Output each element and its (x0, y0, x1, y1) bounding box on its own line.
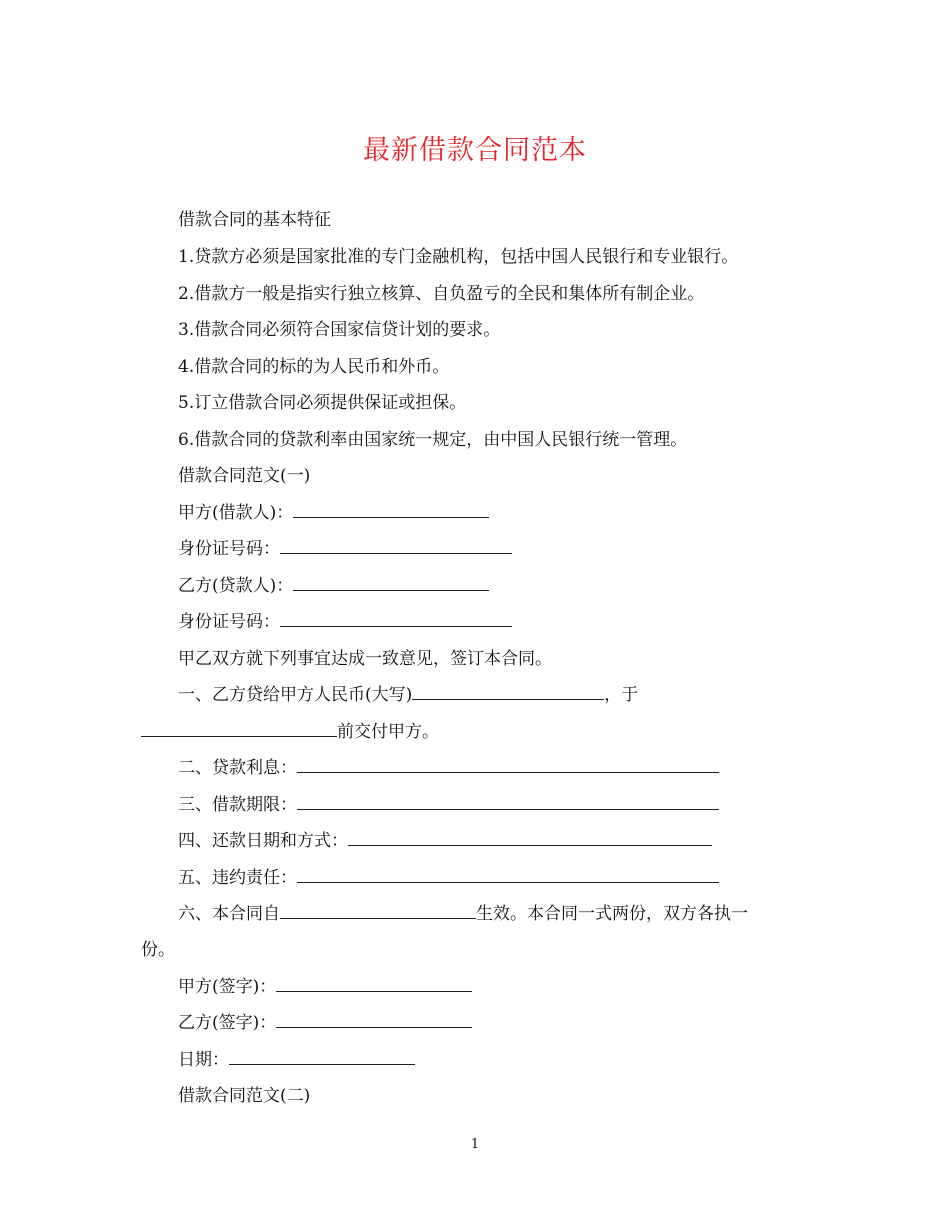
sign-a-blank[interactable] (276, 976, 472, 992)
clause4-label: 四、还款日期和方式： (178, 831, 348, 851)
clause3-row (178, 793, 719, 817)
feature-item-6: 6.借款合同的贷款利率由国家统一规定，由中国人民银行统一管理。 (178, 430, 688, 450)
section-heading: 借款合同的基本特征 (178, 210, 331, 230)
clause1-suffix: ，于 (604, 685, 639, 705)
clause2-row (178, 756, 719, 780)
id-label-1: 身份证号码： (178, 539, 280, 559)
clause1-line2-suffix: 前交付甲方。 (337, 722, 439, 742)
page-number: 1 (470, 1137, 480, 1152)
clause1-row-2 (141, 720, 439, 744)
clause2-label: 二、贷款利息： (178, 758, 297, 778)
sample2-heading: 借款合同范文(二) (178, 1086, 311, 1106)
party-a-row (178, 501, 489, 525)
clause5-row (178, 866, 719, 890)
id-blank-1[interactable] (280, 538, 512, 554)
id-row-1 (178, 537, 512, 561)
date-label: 日期： (178, 1050, 229, 1070)
clause1-prefix: 一、乙方贷给甲方人民币(大写) (178, 685, 413, 705)
document-title: 最新借款合同范本 (363, 135, 587, 166)
party-a-blank[interactable] (293, 502, 489, 518)
feature-item-1: 1.贷款方必须是国家批准的专门金融机构，包括中国人民银行和专业银行。 (178, 247, 739, 267)
agreement-text: 甲乙双方就下列事宜达成一致意见，签订本合同。 (178, 649, 552, 669)
clause2-blank[interactable] (297, 757, 719, 773)
clause6-row-2: 份。 (141, 940, 175, 960)
sign-b-row (178, 1011, 472, 1035)
party-b-blank[interactable] (293, 575, 489, 591)
sample1-heading: 借款合同范文(一) (178, 466, 311, 486)
clause5-label: 五、违约责任： (178, 868, 297, 888)
feature-item-2: 2.借款方一般是指实行独立核算、自负盈亏的全民和集体所有制企业。 (178, 284, 705, 304)
id-label-2: 身份证号码： (178, 612, 280, 632)
party-a-label: 甲方(借款人)： (178, 503, 294, 523)
feature-item-3: 3.借款合同必须符合国家信贷计划的要求。 (178, 320, 501, 340)
clause1-row (178, 683, 638, 707)
clause6-suffix: 生效。本合同一式两份，双方各执一 (476, 904, 748, 924)
id-row-2 (178, 610, 512, 634)
clause5-blank[interactable] (297, 867, 719, 883)
date-row (178, 1048, 415, 1072)
clause4-row (178, 829, 712, 853)
feature-item-5: 5.订立借款合同必须提供保证或担保。 (178, 393, 467, 413)
clause6-date-blank[interactable] (280, 903, 476, 919)
clause6-row (178, 902, 748, 926)
clause1-date-blank[interactable] (141, 721, 337, 737)
sign-a-label: 甲方(签字)： (178, 977, 277, 997)
id-blank-2[interactable] (280, 611, 512, 627)
sign-b-blank[interactable] (276, 1012, 472, 1028)
clause3-label: 三、借款期限： (178, 795, 297, 815)
clause4-blank[interactable] (348, 830, 712, 846)
clause6-prefix: 六、本合同自 (178, 904, 280, 924)
sign-a-row (178, 975, 472, 999)
sign-b-label: 乙方(签字)： (178, 1013, 277, 1033)
clause3-blank[interactable] (297, 794, 719, 810)
clause1-amount-blank[interactable] (412, 684, 604, 700)
party-b-label: 乙方(贷款人)： (178, 576, 294, 596)
party-b-row (178, 574, 489, 598)
feature-item-4: 4.借款合同的标的为人民币和外币。 (178, 357, 450, 377)
date-blank[interactable] (229, 1049, 415, 1065)
